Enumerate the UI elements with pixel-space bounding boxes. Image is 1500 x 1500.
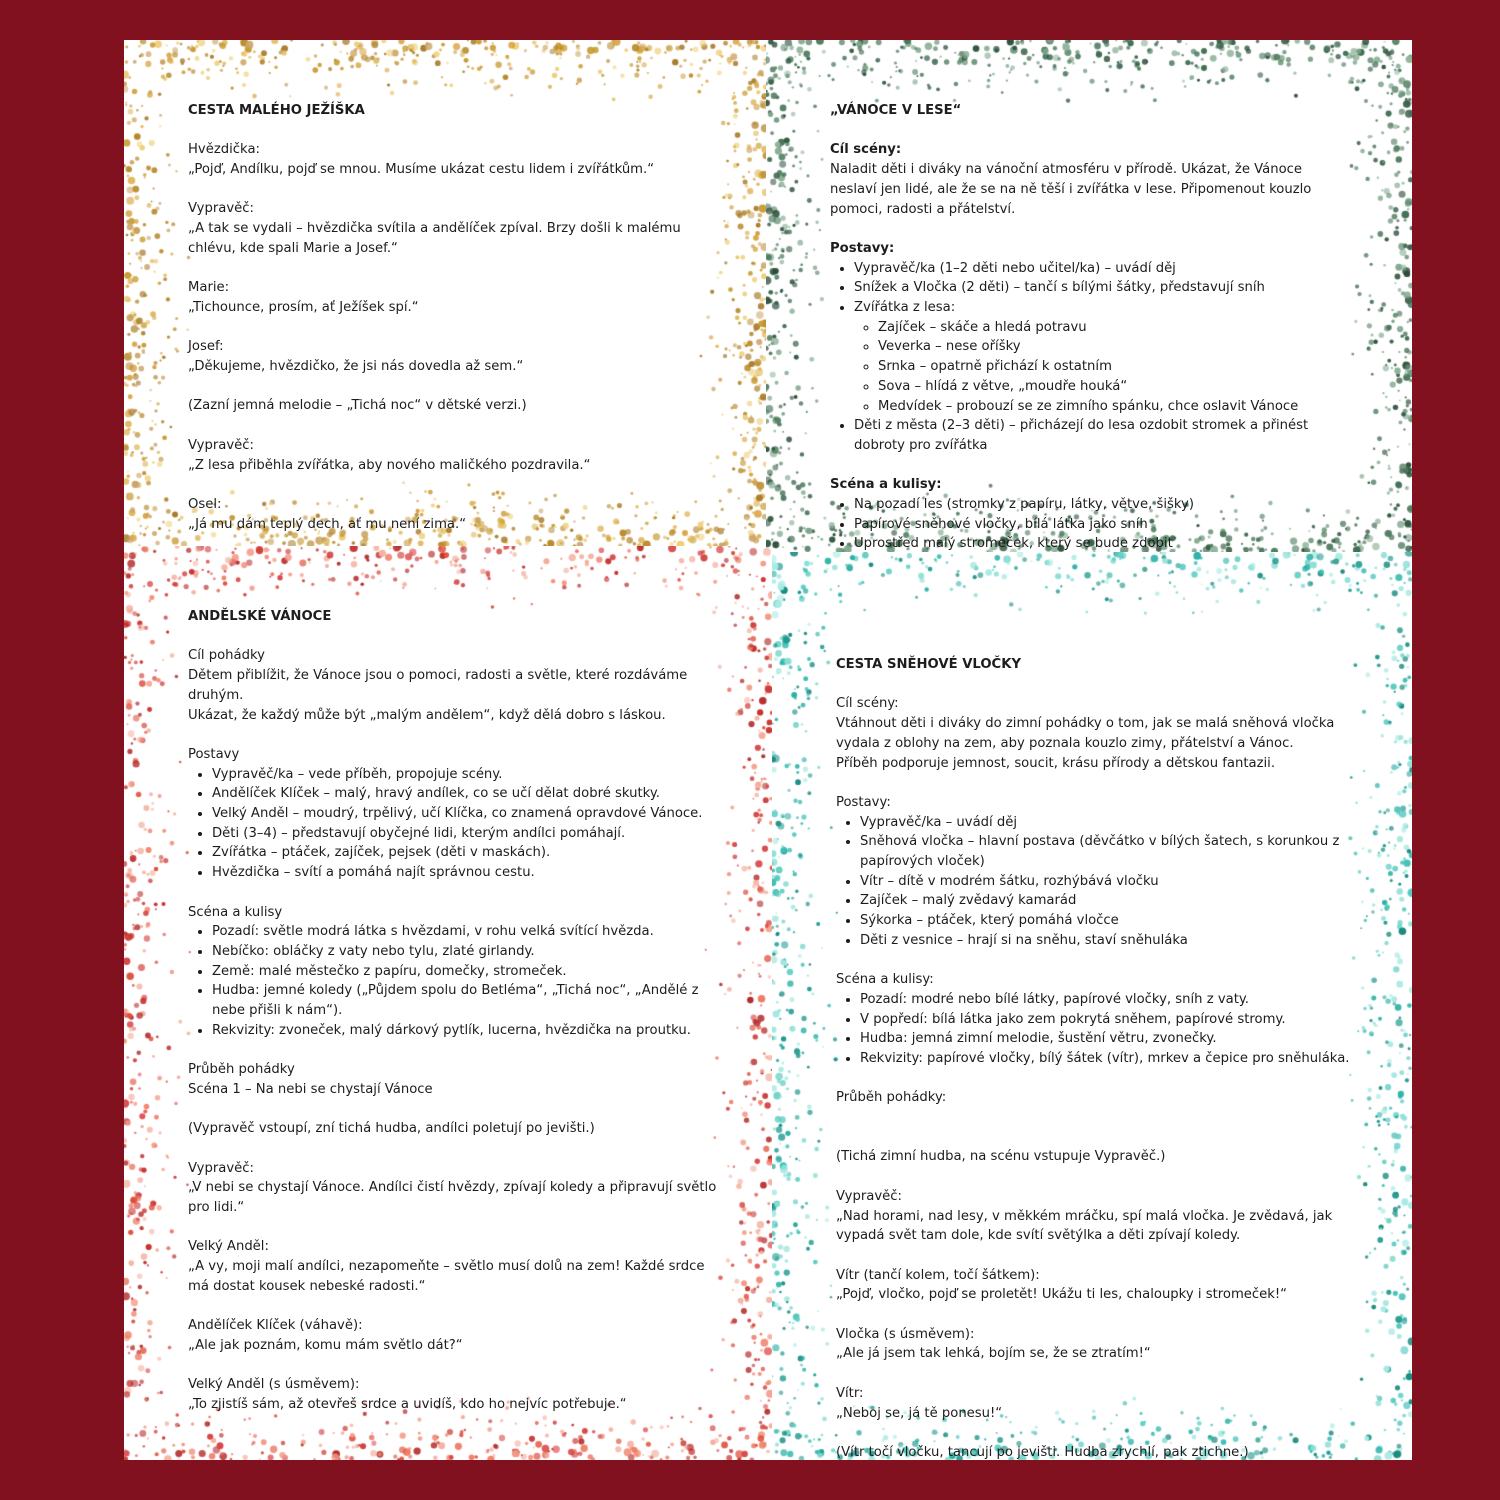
list-item-text: Na pozadí les (stromky z papíru, látky, větve, šišky) xyxy=(854,497,1194,513)
list-item-text: Velký Anděl – moudrý, trpělivý, učí Klíčka, co znamená opravdové Vánoce. xyxy=(212,806,703,821)
list-item xyxy=(854,259,1350,279)
document-sheet xyxy=(124,40,1412,1460)
paragraph: „Děkujeme, hvězdičko, že jsi nás dovedla až sem.“ xyxy=(188,359,524,375)
panel-vanoce-v-lese xyxy=(766,40,1412,552)
list-item xyxy=(854,278,1350,298)
list-item-text: Hudba: jemná zimní melodie, šustění větru, zvonečky. xyxy=(860,1031,1217,1047)
spacer xyxy=(188,1297,718,1317)
paragraph: „Pojď, Andílku, pojď se mnou. Musíme ukázat cestu lidem i zvířátkům.“ xyxy=(188,162,655,178)
paragraph: „Z lesa přiběhla zvířátka, aby nového maličkého pozdravila.“ xyxy=(188,457,591,473)
list-item xyxy=(860,1049,1356,1069)
paragraph: Josef: xyxy=(188,339,224,355)
list-item xyxy=(212,863,718,883)
list-item-text: Uprostřed malý stromeček, který se bude zdobit xyxy=(854,536,1173,552)
paragraph: „A tak se vydali – hvězdička svítila a andělíček zpíval. Brzy došli k malému chlévu, kde spali Marie a Josef.“ xyxy=(188,221,681,256)
list-item xyxy=(860,891,1356,911)
list-item-text: Vypravěč/ka (1–2 děti nebo učitel/ka) – uvádí děj xyxy=(854,260,1176,276)
spacer xyxy=(188,627,718,647)
section-heading: Cíl scény: xyxy=(830,142,902,158)
list-item xyxy=(860,931,1356,951)
spacer xyxy=(188,475,718,495)
list-item xyxy=(212,922,718,942)
spacer xyxy=(836,773,1356,793)
list-item-text: Sněhová vločka – hlavní postava (děvčátko v bílých šatech, s korunkou z papírových vloček) xyxy=(860,834,1340,869)
list-item-text: Pozadí: světle modrá látka s hvězdami, v rohu velká svítící hvězda. xyxy=(212,924,654,940)
paragraph: Scéna 1 – Na nebi se chystají Vánoce xyxy=(188,1081,433,1097)
paragraph: (Vypravěč vstoupí, zní tichá hudba, andílci poletují po jevišti.) xyxy=(188,1121,595,1137)
list-item-text: Země: malé městečko z papíru, domečky, stromeček. xyxy=(212,963,567,979)
list-item-text: Vypravěč/ka – uvádí děj xyxy=(860,814,1018,830)
panel-title: ANDĚLSKÉ VÁNOCE xyxy=(188,609,332,624)
paragraph: Velký Anděl: xyxy=(188,1239,269,1255)
spacer xyxy=(830,219,1350,239)
spacer xyxy=(188,1356,718,1376)
paragraph: Scéna a kulisy: xyxy=(836,972,934,988)
paragraph: Vítr (tančí kolem, točí šátkem): xyxy=(836,1267,1040,1283)
list-item-text: Zajíček – malý zvědavý kamarád xyxy=(860,893,1077,909)
list-item xyxy=(854,495,1350,515)
bullet-list xyxy=(188,765,718,883)
panel-title: „VÁNOCE V LESE“ xyxy=(830,103,962,118)
bullet-list xyxy=(188,922,718,1040)
list-item-text: Vítr – dítě v modrém šátku, rozhýbává vločku xyxy=(860,873,1159,889)
list-item-text: Děti (3–4) – představují obyčejné lidi, kterým andílci pomáhají. xyxy=(212,825,626,841)
paragraph: Průběh pohádky xyxy=(188,1062,295,1078)
panel-text xyxy=(188,607,718,1415)
paragraph: Vítr: xyxy=(836,1385,864,1401)
paragraph: (Tichá zimní hudba, na scénu vstupuje Vypravěč.) xyxy=(836,1149,1166,1165)
spacer xyxy=(836,1167,1356,1187)
paragraph: „Nad horami, nad lesy, v měkkém mráčku, spí malá vločka. Je zvědavá, jak vypadá svět tam dole, kde svítí světýlka a děti zpívají koledy. xyxy=(836,1208,1333,1244)
paragraph: Andělíček Klíček (váhavě): xyxy=(188,1318,363,1334)
paragraph: Vypravěč: xyxy=(836,1188,902,1204)
list-item-text: Hvězdička – svítí a pomáhá najít správnou cestu. xyxy=(212,865,535,881)
sub-list-item: ◦ Medvídek – probouzí se ze zimního spánku, chce oslavit Vánoce xyxy=(878,397,1350,417)
paragraph: (Zazní jemná melodie – „Tichá noc“ v dětské verzi.) xyxy=(188,398,527,414)
spacer xyxy=(188,377,718,397)
spacer xyxy=(188,318,718,338)
section-heading: Scéna a kulisy: xyxy=(830,477,942,493)
list-item-text: Zvířátka z lesa: xyxy=(854,300,956,315)
paragraph: Velký Anděl (s úsměvem): xyxy=(188,1377,360,1393)
list-item xyxy=(212,824,718,844)
spacer xyxy=(188,1218,718,1238)
paragraph: „V nebi se chystají Vánoce. Andílci čistí hvězdy, zpívají koledy a připravují světlo pro lidi.“ xyxy=(188,1180,717,1215)
list-item xyxy=(212,1021,718,1041)
spacer xyxy=(836,675,1356,695)
panel-title: CESTA SNĚHOVÉ VLOČKY xyxy=(836,657,1021,672)
list-item-text: Děti z vesnice – hrají si na sněhu, staví sněhuláka xyxy=(860,932,1188,948)
paragraph: Ukázat, že každý může být „malým andělem“, když dělá dobro s láskou. xyxy=(188,707,666,723)
spacer xyxy=(836,1423,1356,1443)
list-item xyxy=(860,813,1356,833)
paragraph: Cíl scény: xyxy=(836,696,899,712)
paragraph: Vypravěč: xyxy=(188,1160,254,1176)
paragraph: (Vítr točí vločku, tancují po jevišti. Hudba zrychlí, pak ztichne.) xyxy=(836,1444,1249,1460)
spacer xyxy=(188,180,718,200)
spacer xyxy=(836,1108,1356,1128)
sub-list-item: ◦ Srnka – opatrně přichází k ostatním xyxy=(878,357,1350,377)
spacer xyxy=(188,259,718,279)
paragraph: „Neboj se, já tě ponesu!“ xyxy=(836,1405,1003,1421)
list-item xyxy=(854,416,1350,455)
list-item-text: Snížek a Vločka (2 děti) – tančí s bílými šátky, představují sníh xyxy=(854,280,1265,296)
sub-list-item: ◦ Zajíček – skáče a hledá potravu xyxy=(878,318,1350,338)
paragraph: Průběh pohádky: xyxy=(836,1090,947,1106)
panel-text xyxy=(830,101,1350,552)
paragraph: Dětem přiblížit, že Vánoce jsou o pomoci, radosti a světle, které rozdáváme druhým. xyxy=(188,668,688,703)
list-item-text: Papírové sněhové vločky, bílá látka jako sníh xyxy=(854,516,1148,532)
paragraph: Naladit děti i diváky na vánoční atmosféru v přírodě. Ukázat, že Vánoce neslaví jen lidé, ale že se na ně těší i zvířátka v lese. Připomenout kouzlo pomoci, radosti a přátelství. xyxy=(830,162,1312,217)
spacer xyxy=(188,725,718,745)
spacer xyxy=(836,1069,1356,1089)
paragraph: Hvězdička: xyxy=(188,142,260,158)
section-heading: Postavy: xyxy=(830,240,895,256)
list-item-text: Zvířátka – ptáček, zajíček, pejsek (děti v maskách). xyxy=(212,845,551,861)
spacer xyxy=(836,1305,1356,1325)
spacer xyxy=(188,121,718,141)
paragraph: „A vy, moji malí andílci, nezapomeňte – světlo musí dolů na zem! Každé srdce má dostat kousek nebeské radosti.“ xyxy=(188,1259,705,1294)
panel-andelske-vanoce xyxy=(124,546,772,1460)
bullet-list xyxy=(836,990,1356,1069)
list-item-text: Sýkorka – ptáček, který pomáhá vločce xyxy=(860,913,1119,929)
spacer xyxy=(830,121,1350,141)
list-item-text: Nebíčko: obláčky z vaty nebo tylu, zlaté girlandy. xyxy=(212,943,535,959)
spacer xyxy=(836,1246,1356,1266)
spacer xyxy=(836,1364,1356,1384)
spacer xyxy=(188,416,718,436)
sub-list xyxy=(854,318,1350,417)
list-item-text: Pozadí: modré nebo bílé látky, papírové vločky, sníh z vaty. xyxy=(860,991,1249,1007)
list-item-text: V popředí: bílá látka jako zem pokrytá sněhem, papírové stromy. xyxy=(860,1011,1286,1027)
sub-list-item: ◦ Sova – hlídá z větve, „moudře houká“ xyxy=(878,377,1350,397)
spacer xyxy=(836,1128,1356,1148)
paragraph: Vtáhnout děti i diváky do zimní pohádky o tom, jak se malá sněhová vločka vydala z oblohy na zem, aby poznala kouzlo zimy, přátelství a Vánoc. xyxy=(836,716,1335,751)
spacer xyxy=(188,1100,718,1120)
paragraph: „Já mu dám teplý dech, ať mu není zima.“ xyxy=(188,516,467,532)
paragraph: „Pojď, vločko, pojď se proletět! Ukážu ti les, chaloupky i stromeček!“ xyxy=(836,1287,1288,1303)
bullet-list xyxy=(836,813,1356,951)
panel-text xyxy=(188,101,718,534)
list-item-text: Rekvizity: papírové vločky, bílý šátek (vítr), mrkev a čepice pro sněhuláka. xyxy=(860,1051,1350,1067)
spacer xyxy=(830,456,1350,476)
list-item-text: Vypravěč/ka – vede příběh, propojuje scény. xyxy=(212,766,503,782)
list-item xyxy=(212,765,718,785)
spacer xyxy=(188,1139,718,1159)
paragraph: Marie: xyxy=(188,280,230,296)
spacer xyxy=(188,1040,718,1060)
paragraph: „Ale jak poznám, komu mám světlo dát?“ xyxy=(188,1337,463,1353)
paragraph: Vločka (s úsměvem): xyxy=(836,1326,975,1342)
list-item xyxy=(854,515,1350,535)
list-item xyxy=(212,843,718,863)
list-item xyxy=(212,804,718,824)
list-item xyxy=(854,298,1350,416)
list-item xyxy=(212,962,718,982)
list-item xyxy=(854,534,1350,552)
paragraph: „Ale já jsem tak lehká, bojím se, že se ztratím!“ xyxy=(836,1346,1151,1362)
list-item xyxy=(212,942,718,962)
spacer xyxy=(188,883,718,903)
paragraph: „To zjistíš sám, až otevřeš srdce a uvidíš, kdo ho nejvíc potřebuje.“ xyxy=(188,1396,627,1412)
paragraph: Vypravěč: xyxy=(188,437,254,453)
panel-title: CESTA MALÉHO JEŽÍŠKA xyxy=(188,103,365,118)
paragraph: Příběh podporuje jemnost, soucit, krásu přírody a dětskou fantazii. xyxy=(836,755,1276,771)
paragraph: Postavy: xyxy=(836,794,891,810)
bullet-list xyxy=(830,259,1350,456)
paragraph: Cíl pohádky xyxy=(188,648,265,664)
list-item-text: Rekvizity: zvoneček, malý dárkový pytlík, lucerna, hvězdička na proutku. xyxy=(212,1022,691,1038)
list-item xyxy=(860,1010,1356,1030)
list-item xyxy=(860,990,1356,1010)
panel-text xyxy=(836,655,1356,1460)
paragraph: „Tichounce, prosím, ať Ježíšek spí.“ xyxy=(188,299,419,315)
paragraph: Osel: xyxy=(188,496,222,512)
sub-list-item: ◦ Veverka – nese oříšky xyxy=(878,337,1350,357)
list-item xyxy=(860,872,1356,892)
list-item xyxy=(212,981,718,1020)
list-item-text: Děti z města (2–3 děti) – přicházejí do lesa ozdobit stromek a přinést dobroty pro zvířátka xyxy=(854,418,1309,453)
bullet-list xyxy=(830,495,1350,552)
paragraph: Scéna a kulisy xyxy=(188,904,283,920)
list-item xyxy=(860,911,1356,931)
list-item xyxy=(212,784,718,804)
list-item xyxy=(860,1029,1356,1049)
panel-cesta-maleho-jeziska xyxy=(124,40,766,546)
panel-cesta-snehove-vlocky xyxy=(772,552,1412,1460)
paragraph: Vypravěč: xyxy=(188,201,254,217)
list-item xyxy=(860,832,1356,871)
spacer xyxy=(836,951,1356,971)
paragraph: Postavy xyxy=(188,746,240,762)
list-item-text: Andělíček Klíček – malý, hravý andílek, co se učí dělat dobré skutky. xyxy=(212,786,660,802)
list-item-text: Hudba: jemné koledy („Půjdem spolu do Betléma“, „Tichá noc“, „Andělé z nebe přišli k nám“). xyxy=(212,983,699,1019)
